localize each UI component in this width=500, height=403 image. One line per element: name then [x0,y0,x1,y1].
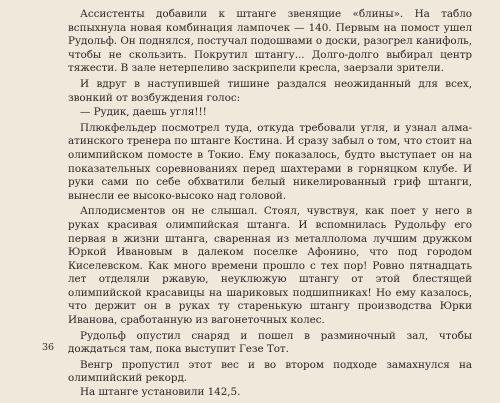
paragraph-weight-set: На штанге установили 142,5. [80,386,241,399]
paragraph-sudden-voice: И вдруг в наступившей тишине раздался неожиданный для всех, звонкий от возбуждения голос: [68,77,472,104]
paragraph-plukfelder: Плюкфельдер посмотрел туда, откуда требовали угля, и узнал алма-атинского тренера по штанге Костина. И сразу забыл о том, что стоит на олимпийском помосте в Токио. Ему показалось, будто выступает он на показательных соревнованиях перед шахтерами в горняцком клубе. И руки сами по себе обхватили белый никелированный гриф штанги, вынесли ее высоко-высоко над головой. [68,121,472,202]
paragraph-rudolf-lowered: Рудольф опустил снаряд и пошел в разминочный зал, чтобы дождаться там, пока выступит Гезе Тот. [68,329,472,356]
paragraph-hungarian: Венгр пропустил этот вес и во втором подходе замахнулся на олимпийский рекорд. [68,358,472,385]
paragraph-applause: Аплодисментов он не слышал. Стоял, чувствуя, как поет у него в руках красивая олимпийская штанга. И вспомнилась Рудольфу его первая в жизни штанга, сваренная из металлолома лучшим дружком Юркой Ивановым в далеком поселке Афонино, что под городом Киселевском. Как много времени прошло с тех пор! Ровно пятнадцать лет отделяли ржавую, неуклюжую штангу от этой блестящей олимпийской красавицы на шариковых подшипниках! Но ему казалось, что держит он в руках ту старенькую штангу производства Юрки Иванова, сработанную из вагонеточных колес. [68,205,472,327]
page-body-text [68,8,472,400]
dialog-line-coal: — Рудик, даешь угля!!! [80,106,207,119]
paragraph-assistants: Ассистенты добавили к штанге звенящие «блины». На табло вспыхнула новая комбинация лампочек — 140. Первым на помост ушел Рудольф. Он поднялся, постучал подошвами о доски, разогрел канифоль, чтобы не скользить. Покрутил штангу... Долго-долго выбирал центр тяжести. В зале нетерпеливо заскрипели кресла, заерзали зрители. [68,8,472,75]
page-number: 36 [42,342,55,353]
